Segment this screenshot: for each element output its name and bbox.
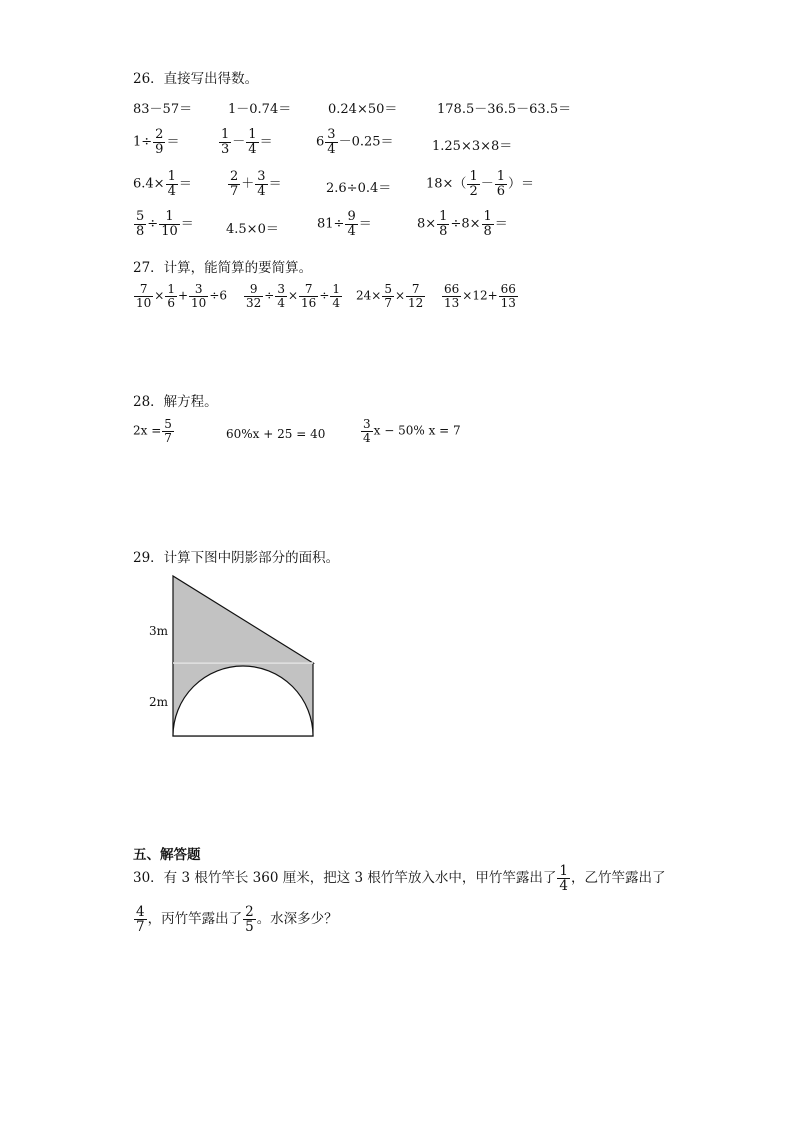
q26-item-13: $\frac{5}{8}$ ÷ $\frac{1}{10}$ ＝ [136,209,194,239]
q26-item-7: 6 $\frac{3}{4}$ －0.25＝ [316,127,394,157]
q26-item-1: 83－57＝ [133,102,193,117]
q26-item-2: 1－0.74＝ [228,102,292,117]
shaded-triangle [173,576,313,663]
q28-title: 28．解方程。 [133,394,218,410]
shaded-area-figure [140,570,330,745]
section-5-title: 五、解答题 [133,847,201,863]
q28-eq-1: 2x = $\frac{5}{7}$ [133,417,172,445]
q29-title: 29．计算下图中阴影部分的面积。 [133,550,340,566]
q26-item-10: $\frac{2}{7}$ ＋ $\frac{3}{4}$ ＝ [230,169,282,199]
q26-item-3: 0.24×50＝ [328,102,398,117]
q27-item-3: 24× $\frac{5}{7}$ × $\frac{7}{12}$ [356,282,424,310]
q26-item-15: 81÷ $\frac{9}{4}$ ＝ [317,209,372,239]
q28-eq-3: $\frac{3}{4}$ x − 50% x = 7 [363,417,461,445]
label-3m: 3m [149,624,169,638]
q26-item-16: 8× $\frac{1}{8}$ ÷8× $\frac{1}{8}$ ＝ [417,209,508,239]
q30-line-2: $\frac{4}{7}$ ，丙竹竿露出了 $\frac{2}{5}$ 。水深多少？ [136,904,338,936]
q28-eq-2: 60%x + 25 = 40 [226,427,326,441]
q27-title: 27．计算，能简算的要简算。 [133,260,313,276]
q27-item-1: $\frac{7}{10}$ × $\frac{1}{6}$ + $\frac{3}{10}$ ÷6 [136,282,228,310]
q26-item-11: 2.6÷0.4＝ [326,181,392,196]
label-2m: 2m [149,695,169,709]
q26-item-5: 1÷ $\frac{2}{9}$ ＝ [133,127,180,157]
q26-item-12: 18×（ $\frac{1}{2}$ － $\frac{1}{6}$ ）＝ [426,169,535,199]
q26-item-14: 4.5×0＝ [226,222,279,237]
q27-item-4: $\frac{66}{13}$ ×12+ $\frac{66}{13}$ [444,282,516,310]
q26-item-4: 178.5－36.5－63.5＝ [437,102,572,117]
q26-item-9: 6.4× $\frac{1}{4}$ ＝ [133,169,192,199]
q27-item-2: $\frac{9}{32}$ ÷ $\frac{3}{4}$ × $\frac{7}{16}$ ÷ $\frac{1}{4}$ [246,282,341,310]
q26-item-6: $\frac{1}{3}$ － $\frac{1}{4}$ ＝ [221,127,273,157]
q30-line-1: 30．有 3 根竹竿长 360 厘米，把这 3 根竹竿放入水中，甲竹竿露出了 $\frac{1}{4}$ ，乙竹竿露出了 [133,863,666,895]
q26-title: 26．直接写出得数。 [133,71,259,87]
q26-item-8: 1.25×3×8＝ [432,139,513,154]
